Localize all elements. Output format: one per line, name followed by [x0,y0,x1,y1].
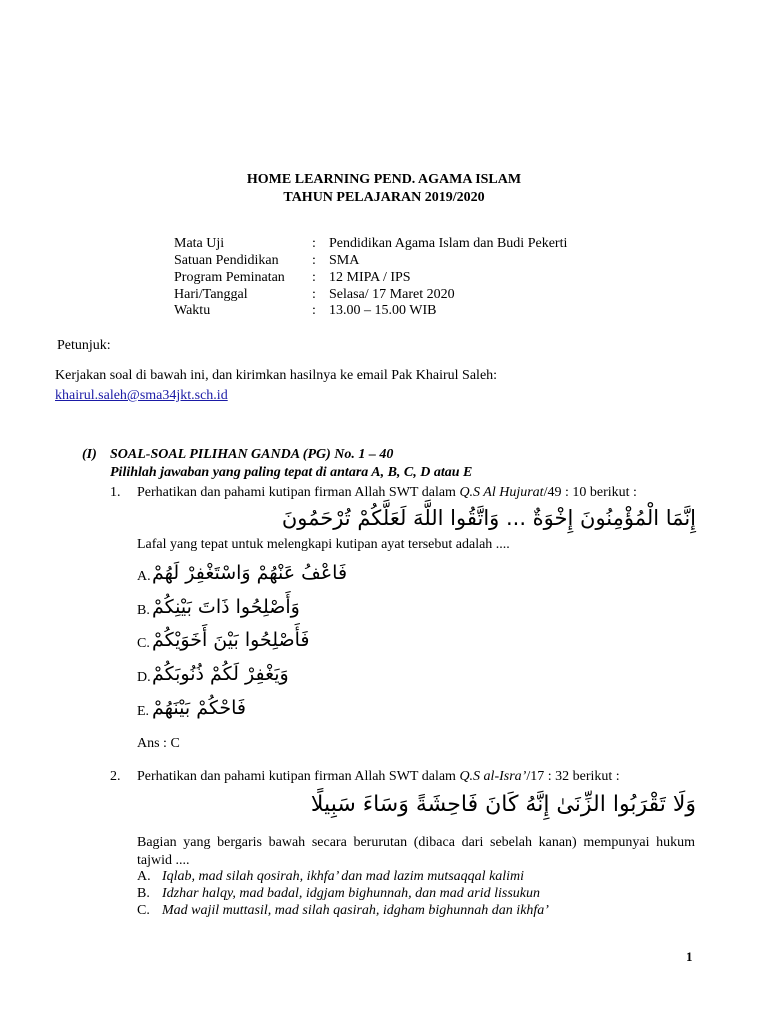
question-source: Q.S al-Isra’ [459,769,527,784]
instructions-label: Petunjuk: [57,338,111,353]
email-link[interactable]: khairul.saleh@sma34jkt.sch.id [55,388,228,403]
option-text: Idzhar halqy, mad badal, idgjam bighunnah, dan mad arid lissukun [162,886,541,901]
question-text-before: Perhatikan dan pahami kutipan firman Allah SWT dalam [137,485,460,500]
document-subtitle: TAHUN PELAJARAN 2019/2020 [283,190,485,205]
option-arabic: فَأَصْلِحُوا بَيْنَ أَخَوَيْكُمْ [152,629,310,651]
option-arabic: وَأَصْلِحُوا ذَاتَ بَيْنِكُمْ [152,596,300,618]
question-prompt: Bagian yang bergaris bawah secara berurutan (dibaca dari sebelah kanan) mempunyai hukum tajwid .... [137,835,695,868]
question-text [137,485,637,501]
option-text: Mad wajil muttasil, mad silah qasirah, idgham bighunnah dan ikhfa’ [162,903,549,918]
question-number: 1. [110,485,121,500]
page-number: 1 [686,949,693,964]
info-colon: : [312,287,316,302]
option-letter: A. [137,569,151,584]
instructions-text: Kerjakan soal di bawah ini, dan kirimkan hasilnya ke email Pak Khairul Saleh: [55,368,498,383]
option-arabic: فَاعْفُ عَنْهُمْ وَاسْتَغْفِرْ لَهُمْ [152,562,348,584]
question-text [137,769,620,785]
info-value: 13.00 – 15.00 WIB [329,303,437,318]
section-subheading: Pilihlah jawaban yang paling tepat di antara A, B, C, D atau E [110,465,473,480]
option-text: Iqlab, mad silah qosirah, ikhfa’ dan mad lazim mutsaqqal kalimi [162,869,525,884]
section-heading: SOAL-SOAL PILIHAN GANDA (PG) No. 1 – 40 [110,447,394,462]
option-letter: D. [137,670,151,685]
info-value: Pendidikan Agama Islam dan Budi Pekerti [329,236,568,251]
option-letter: A. [137,869,151,884]
option-letter: B. [137,603,150,618]
document-title: HOME LEARNING PEND. AGAMA ISLAM [246,172,522,187]
option-letter: B. [137,886,150,901]
arabic-verse: وَلَا تَقْرَبُوا الزِّنَىٰ إِنَّهُ كَانَ فَاحِشَةً وَسَاءَ سَبِيلًا [310,792,696,817]
question-text-before: Perhatikan dan pahami kutipan firman Allah SWT dalam [137,769,460,784]
info-key: Program Peminatan [174,270,285,285]
arabic-verse: إِنَّمَا الْمُؤْمِنُونَ إِخْوَةٌ ... وَاتَّقُوا اللَّهَ لَعَلَّكُمْ تُرْحَمُونَ [281,506,696,530]
question-text-after: /17 : 32 berikut : [526,769,620,784]
question-source: Q.S Al Hujurat [459,485,544,500]
option-letter: C. [137,903,150,918]
option-arabic: فَاحْكُمْ بَيْنَهُمْ [152,697,246,719]
info-colon: : [312,253,316,268]
question-text-after: /49 : 10 berikut : [543,485,637,500]
info-colon: : [312,236,316,251]
option-arabic: وَيَغْفِرْ لَكُمْ ذُنُوبَكُمْ [152,663,289,685]
info-key: Waktu [174,303,211,318]
info-key: Mata Uji [174,236,225,251]
info-key: Satuan Pendidikan [174,253,279,268]
info-colon: : [312,270,316,285]
option-letter: C. [137,636,150,651]
info-key: Hari/Tanggal [174,287,248,302]
info-value: Selasa/ 17 Maret 2020 [329,287,455,302]
info-value: 12 MIPA / IPS [329,270,411,285]
question-number: 2. [110,769,121,784]
info-colon: : [312,303,316,318]
option-letter: E. [137,704,150,719]
info-value: SMA [329,253,360,268]
question-prompt: Lafal yang tepat untuk melengkapi kutipan ayat tersebut adalah .... [137,537,510,552]
answer-key: Ans : C [137,736,180,751]
section-number: (I) [82,447,97,462]
